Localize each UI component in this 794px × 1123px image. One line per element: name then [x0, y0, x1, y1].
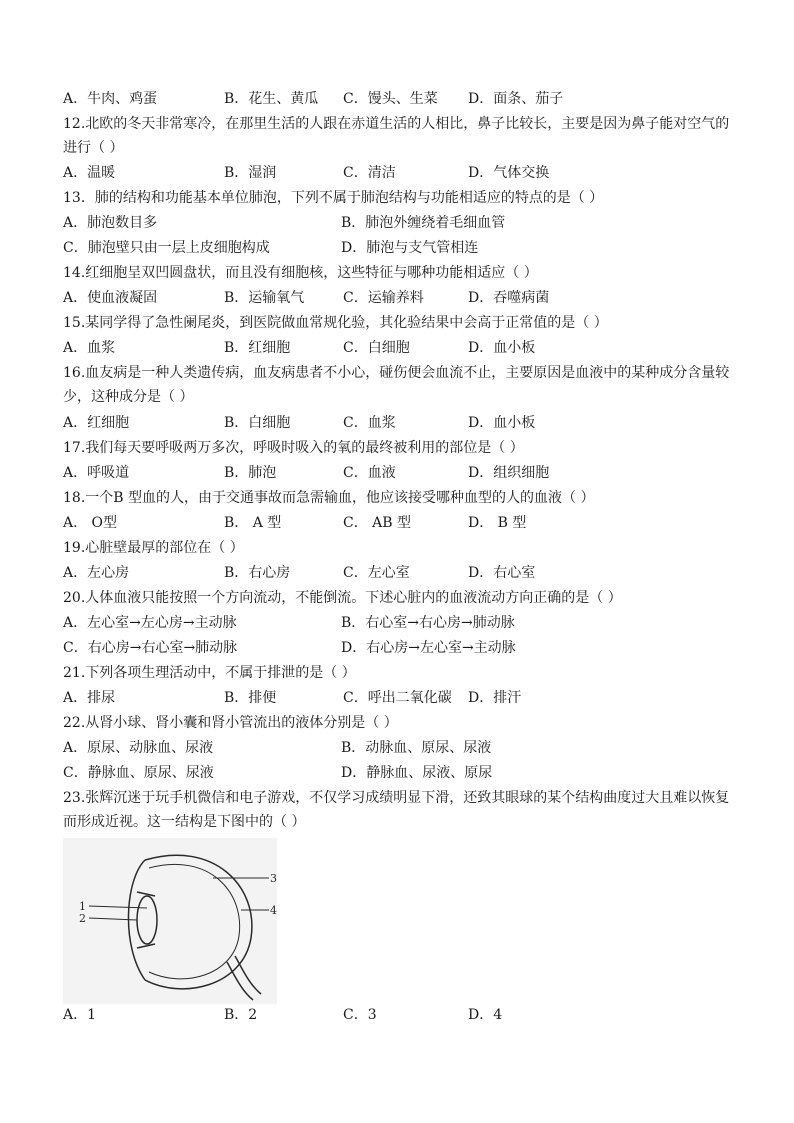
q23-option-d: D．4 [468, 1007, 503, 1023]
q17-option-b: B．肺泡 [224, 465, 277, 481]
q16-stem-line-2: 少，这种成分是（ ） [63, 389, 194, 405]
q20-option-d: D．右心房→左心室→主动脉 [341, 640, 516, 656]
q16-option-a: A．红细胞 [63, 415, 130, 431]
q22-option-c: C．静脉血、原尿、尿液 [63, 765, 214, 781]
q19-option-c: C．左心室 [343, 565, 410, 581]
q23-option-a: A．1 [63, 1007, 97, 1023]
q19-option-a: A．左心房 [63, 565, 130, 581]
q13-option-b: B．肺泡外缠绕着毛细血管 [341, 215, 506, 231]
q17-option-a: A．呼吸道 [63, 465, 130, 481]
q23-option-c: C．3 [343, 1007, 377, 1023]
q13-option-d: D．肺泡与支气管相连 [341, 240, 479, 256]
diagram-label-4: 4 [270, 904, 277, 917]
q12-stem-line-1: 12.北欧的冬天非常寒冷，在那里生活的人跟在赤道生活的人相比，鼻子比较长，主要是因为鼻子能对空气的 [63, 116, 730, 132]
q21-stem: 21.下列各项生理活动中，不属于排泄的是（ ） [63, 665, 356, 681]
q16-stem-line-1: 16.血友病是一种人类遗传病，血友病患者不小心，碰伤便会血流不止，主要原因是血液中的某种成分含量较 [63, 365, 730, 381]
q11-option-b: B．花生、黄瓜 [224, 91, 319, 107]
q17-option-c: C．血液 [343, 465, 396, 481]
q18-option-d: D． B 型 [468, 515, 527, 531]
q20-option-c: C．右心房→右心室→肺动脉 [63, 640, 238, 656]
q12-option-c: C．清洁 [343, 165, 396, 181]
q12-option-d: D．气体交换 [468, 165, 550, 181]
q13-option-c: C．肺泡壁只由一层上皮细胞构成 [63, 240, 270, 256]
diagram-label-1: 1 [79, 900, 86, 913]
q15-stem: 15.某同学得了急性阑尾炎，到医院做血常规化验，其化验结果中会高于正常值的是（ ） [63, 315, 608, 331]
q17-stem: 17.我们每天要呼吸两万多次，呼吸时吸入的氧的最终被利用的部位是（ ） [63, 440, 524, 456]
q15-option-c: C．白细胞 [343, 340, 410, 356]
q21-option-a: A．排尿 [63, 690, 116, 706]
q18-option-a: A． O型 [63, 515, 118, 531]
q11-option-c: C．馒头、生菜 [343, 91, 438, 107]
q23-stem-line-1: 23.张辉沉迷于玩手机微信和电子游戏，不仅学习成绩明显下滑，还致其眼球的某个结构曲度过大且难以恢复 [63, 790, 730, 806]
q12-stem-line-2: 进行（ ） [63, 140, 124, 156]
q15-option-a: A．血浆 [63, 340, 116, 356]
q20-option-a: A．左心室→左心房→主动脉 [63, 615, 237, 631]
q18-stem: 18.一个B 型血的人，由于交通事故而急需输血，他应该接受哪种血型的人的血液（ ） [63, 490, 595, 506]
diagram-label-2: 2 [79, 912, 86, 925]
q19-option-d: D．右心室 [468, 565, 536, 581]
q15-option-b: B．红细胞 [224, 340, 291, 356]
q22-stem: 22.从肾小球、肾小囊和肾小管流出的液体分别是（ ） [63, 715, 398, 731]
diagram-label-3: 3 [270, 872, 277, 885]
q14-option-a: A．使血液凝固 [63, 290, 158, 306]
q11-option-d: D．面条、茄子 [468, 91, 564, 107]
q23-stem-line-2: 而形成近视。这一结构是下图中的（ ） [63, 814, 306, 830]
q20-stem: 20.人体血液只能按照一个方向流动，不能倒流。下述心脏内的血液流动方向正确的是（ ） [63, 590, 622, 606]
eyeball-diagram [63, 838, 277, 1004]
q14-option-b: B．运输氧气 [224, 290, 305, 306]
q21-option-c: C．呼出二氧化碳 [343, 690, 452, 706]
q22-option-a: A．原尿、动脉血、尿液 [63, 740, 214, 756]
q19-stem: 19.心脏壁最厚的部位在（ ） [63, 540, 244, 556]
q16-option-b: B．白细胞 [224, 415, 291, 431]
q12-option-b: B．湿润 [224, 165, 277, 181]
q19-option-b: B．右心房 [224, 565, 291, 581]
q18-option-c: C． AB 型 [343, 515, 412, 531]
q21-option-d: D．排汗 [468, 690, 522, 706]
q17-option-d: D．组织细胞 [468, 465, 550, 481]
q12-option-a: A．温暖 [63, 165, 116, 181]
q14-option-c: C．运输养料 [343, 290, 424, 306]
q13-stem: 13．肺的结构和功能基本单位肺泡，下列不属于肺泡结构与功能相适应的特点的是（ ） [63, 190, 604, 206]
q11-option-a: A．牛肉、鸡蛋 [63, 91, 158, 107]
q18-option-b: B． A 型 [224, 515, 282, 531]
q23-option-b: B．2 [224, 1007, 258, 1023]
q21-option-b: B．排便 [224, 690, 277, 706]
q16-option-c: C．血浆 [343, 415, 396, 431]
q15-option-d: D．血小板 [468, 340, 536, 356]
q14-stem: 14.红细胞呈双凹圆盘状，而且没有细胞核，这些特征与哪种功能相适应（ ） [63, 265, 538, 281]
q14-option-d: D．吞噬病菌 [468, 290, 550, 306]
q13-option-a: A．肺泡数目多 [63, 215, 158, 231]
q22-option-d: D．静脉血、尿液、原尿 [341, 765, 493, 781]
q20-option-b: B．右心室→右心房→肺动脉 [341, 615, 515, 631]
diagram-background [63, 838, 277, 1004]
q16-option-d: D．血小板 [468, 415, 536, 431]
q22-option-b: B．动脉血、原尿、尿液 [341, 740, 492, 756]
